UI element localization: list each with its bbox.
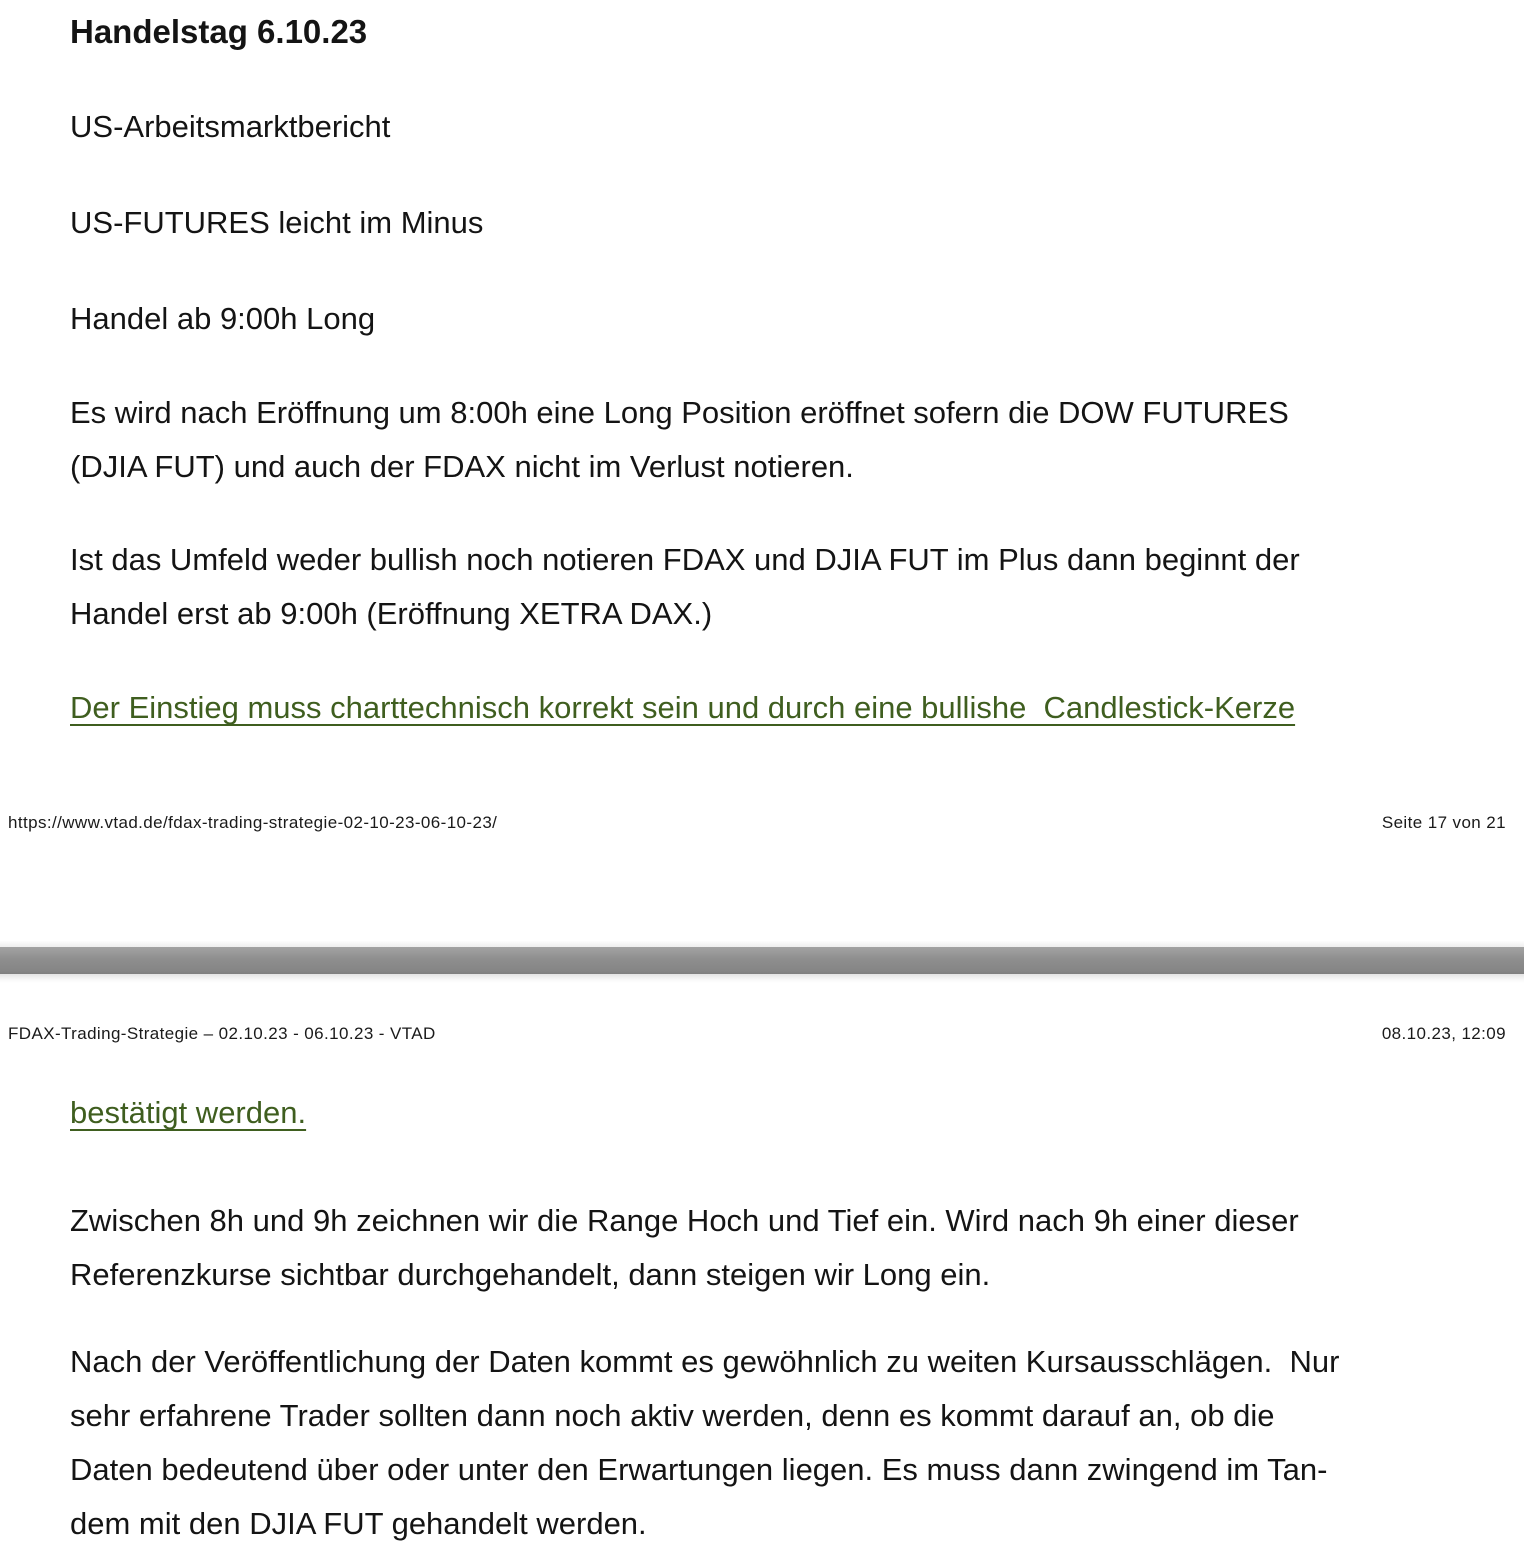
paragraph-line: sehr erfahrene Trader sollten dann noch aktiv werden, denn es kommt darauf an, ob die: [70, 1398, 1275, 1433]
paragraph-line: Handel erst ab 9:00h (Eröffnung XETRA DAX.): [70, 596, 713, 631]
paragraph-line: (DJIA FUT) und auch der FDAX nicht im Verlust notieren.: [70, 449, 854, 484]
page-separator-bar: [0, 947, 1524, 974]
paragraph-line: Referenzkurse sichtbar durchgehandelt, dann steigen wir Long ein.: [70, 1257, 991, 1292]
paragraph-line: US-Arbeitsmarktbericht: [70, 109, 391, 144]
paragraph-line: Nach der Veröffentlichung der Daten kommt es gewöhnlich zu weiten Kursausschlägen. Nur: [70, 1344, 1340, 1379]
paragraph-line: Es wird nach Eröffnung um 8:00h eine Long Position eröffnet sofern die DOW FUTURES: [70, 395, 1289, 430]
paragraph-line: US-FUTURES leicht im Minus: [70, 205, 484, 240]
page-separator-shadow-bottom: [0, 974, 1524, 983]
document-heading: Handelstag 6.10.23: [70, 13, 368, 50]
paragraph-line: Ist das Umfeld weder bullish noch notieren FDAX und DJIA FUT im Plus dann beginnt der: [70, 542, 1300, 577]
hyperlink-entry-rule[interactable]: Der Einstieg muss charttechnisch korrekt sein und durch eine bullishe Candlestick-Kerze: [70, 690, 1296, 725]
paragraph-line: Handel ab 9:00h Long: [70, 301, 376, 336]
paragraph-line: dem mit den DJIA FUT gehandelt werden.: [70, 1506, 647, 1541]
print-timestamp: 08.10.23, 12:09: [1381, 1024, 1506, 1043]
page-separator: [0, 941, 1524, 983]
hyperlink-entry-rule-continued[interactable]: bestätigt werden.: [70, 1095, 307, 1130]
page-number-indicator: Seite 17 von 21: [1381, 813, 1506, 832]
page-footer-url: https://www.vtad.de/fdax-trading-strategie-02-10-23-06-10-23/: [8, 813, 498, 832]
paragraph-line: Zwischen 8h und 9h zeichnen wir die Range Hoch und Tief ein. Wird nach 9h einer dieser: [70, 1203, 1299, 1238]
running-header-title: FDAX-Trading-Strategie – 02.10.23 - 06.10.23 - VTAD: [8, 1024, 436, 1043]
paragraph-line: Daten bedeutend über oder unter den Erwartungen liegen. Es muss dann zwingend im Tan-: [70, 1452, 1328, 1487]
